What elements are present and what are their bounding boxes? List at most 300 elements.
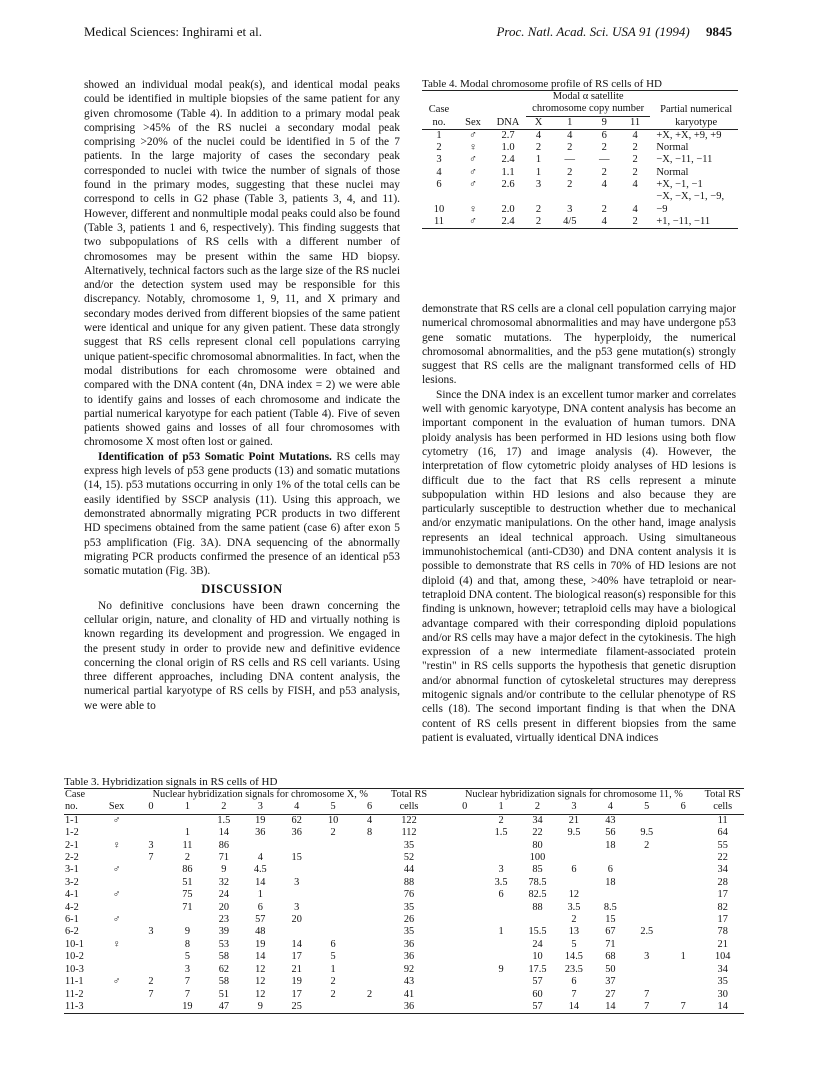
cell-11-signal: 34	[532, 814, 543, 826]
table-row	[64, 926, 744, 938]
cell-case: 11-3	[65, 1000, 84, 1012]
cell-sex	[100, 852, 132, 864]
cell-11-signal: 22	[532, 827, 543, 839]
cell-chr1: 4/5	[563, 215, 577, 227]
cell-case: 6	[436, 179, 442, 191]
cell-11-signal: 3	[498, 864, 504, 876]
cell-case: 3-1	[65, 864, 79, 876]
cell-case: 10-1	[65, 938, 84, 950]
cell-total-x: 41	[403, 988, 415, 1000]
cell-x-signal: 24	[218, 889, 229, 901]
cell-chr11: 2	[632, 142, 638, 154]
th-signal-count: 1	[184, 801, 190, 813]
cell-case: 10-3	[65, 963, 84, 975]
cell-sex: ♂	[112, 814, 121, 826]
cell-11-signal	[446, 964, 482, 976]
cell-case: 4-2	[65, 901, 79, 913]
cell-x: 2	[535, 215, 542, 227]
cell-11-signal: 57	[532, 1000, 543, 1012]
cell-case: 6-1	[65, 914, 79, 926]
cell-karyotype: +X, −1, −1	[656, 179, 703, 191]
cell-x-signal	[133, 877, 169, 889]
cell-chr11: 4	[632, 203, 638, 215]
cell-chr9: 4	[601, 215, 607, 227]
cell-total-x: 35	[403, 926, 415, 938]
paragraph: demonstrate that RS cells are a clonal cell population carrying major numerical chromosomal abnormalities and may have undergone p53 gene somatic mutations. The hyperploidy, the numerical chromosomal abnormalities, and the p53 gene mutation(s) strongly suggest that RS cells are the malignant transformed cells of HD lesions.	[422, 303, 736, 387]
table-row	[422, 154, 738, 166]
cell-x-signal: 2	[330, 827, 336, 839]
cell-x-signal: 36	[291, 827, 302, 839]
cell-11-signal	[483, 989, 519, 1001]
cell-x-signal	[278, 889, 314, 901]
cell-11-signal: 7	[644, 1000, 650, 1012]
cell-11-signal	[556, 840, 592, 852]
cell-case: 11-2	[65, 988, 84, 1000]
cell-dna: 2.6	[501, 179, 515, 191]
cell-x-signal: 17	[291, 951, 302, 963]
th-total-x: Total RS cells	[390, 789, 428, 813]
cell-11-signal	[446, 902, 482, 914]
cell-x-signal	[242, 840, 278, 852]
th-signal-count: 3	[257, 801, 263, 813]
th-sex: Sex	[108, 801, 125, 813]
cell-x-signal	[351, 939, 387, 951]
table-3-caption: Table 3. Hybridization signals in RS cells of HD	[64, 776, 278, 788]
table-row	[64, 877, 744, 889]
cell-11-signal	[665, 814, 701, 827]
cell-x-signal	[351, 889, 387, 901]
cell-11-signal: 14	[568, 1000, 580, 1012]
th-group-modal: Modal α satellite chromosome copy number	[526, 91, 650, 117]
cell-x-signal: 12	[255, 963, 266, 975]
cell-x-signal	[133, 827, 169, 839]
cell-x-signal: 48	[255, 926, 266, 938]
cell-x-signal: 9	[184, 926, 190, 938]
cell-case: 3-2	[65, 876, 79, 888]
cell-11-signal	[592, 889, 628, 901]
table-row	[422, 129, 738, 142]
cell-x-signal: 51	[182, 876, 193, 888]
table-row	[422, 216, 738, 229]
cell-11-signal: 3.5	[494, 876, 508, 888]
cell-11-signal	[446, 939, 482, 951]
cell-total-x: 88	[403, 876, 415, 888]
cell-x: 4	[535, 129, 542, 141]
cell-11-signal	[446, 814, 482, 827]
cell-case: 11	[433, 215, 445, 227]
cell-chr9: 2	[601, 203, 607, 215]
cell-x-signal: 19	[182, 1000, 193, 1012]
cell-chr9: 4	[601, 179, 607, 191]
cell-11-signal	[665, 964, 701, 976]
th-signal-count: 5	[330, 801, 336, 813]
cell-dna: 1.0	[501, 142, 515, 154]
cell-11-signal: 68	[605, 951, 616, 963]
cell-sex: ♀	[112, 839, 121, 851]
cell-11-signal: 9	[498, 963, 504, 975]
cell-x-signal	[315, 914, 351, 926]
table-row	[64, 976, 744, 988]
cell-x-signal: 2	[366, 988, 373, 1000]
cell-11-signal	[446, 989, 482, 1001]
cell-total-x: 92	[403, 963, 415, 975]
cell-x-signal: 62	[291, 814, 302, 826]
right-column	[422, 302, 736, 745]
cell-11-signal: 7	[571, 988, 577, 1000]
cell-x: 3	[535, 179, 542, 191]
cell-x-signal: 25	[291, 1000, 302, 1012]
cell-x-signal	[278, 864, 314, 876]
year: (1994)	[655, 24, 690, 39]
cell-x-signal: 2	[184, 852, 190, 864]
cell-x-signal	[133, 964, 169, 976]
cell-x-signal: 8	[366, 827, 373, 839]
cell-dna: 2.0	[501, 203, 515, 215]
cell-total-11: 14	[717, 1000, 728, 1012]
th-group-chrX: Nuclear hybridization signals for chromosome X, %	[152, 789, 368, 801]
th-x: X	[534, 116, 543, 128]
cell-11-signal: 2	[644, 839, 650, 851]
th-9: 9	[601, 116, 607, 128]
cell-case: 10	[433, 203, 445, 215]
cell-x-signal: 19	[291, 976, 302, 988]
table-row	[422, 179, 738, 191]
cell-total-x: 44	[403, 864, 415, 876]
cell-total-11: 78	[717, 926, 728, 938]
cell-11-signal	[665, 889, 701, 901]
cell-chr11: 2	[632, 154, 638, 166]
cell-11-signal: 60	[532, 988, 543, 1000]
cell-11-signal	[446, 1001, 482, 1014]
cell-x-signal: 71	[218, 852, 229, 864]
paragraph-text: RS cells may express high levels of p53 gene products (13) and somatic mutations (14, 15). p53 mutations occurring in only 1% of the total cells can be easily identified by SSCP analysis (11). Using this approach, we demonstrated abnormally migrating PCR products in two different HD specimens obtained from the same patient (case 6) after exon 5 p53 amplification (Fig. 3A). DNA sequencing of the abnormally migrating PCR products confirmed the presence of an identical p53 somatic mutation (Fig. 3B).	[84, 450, 400, 578]
cell-11-signal: 18	[605, 876, 616, 888]
cell-11-signal	[446, 840, 482, 852]
cell-sex	[100, 951, 132, 963]
cell-x-signal	[315, 889, 351, 901]
cell-11-signal	[665, 864, 701, 876]
cell-x-signal: 7	[148, 988, 154, 1000]
paragraph: showed an individual modal peak(s), and identical modal peaks could be identified in multiple biopsies of the same patient for any given chromosome (Table 4). In addition to a primary modal peak comprising >45% of the RS nuclei a secondary modal peak comprising >20% of the nuclei could be identified in 5 of the 7 patients. In the large majority of cases the secondary peak corresponded to nuclei with twice the number of signals of those found in the primary modes, suggesting that these nuclei may correspond to cells in G2 phase (Table 3, patients 3, 4, and 11). However, different and nonmultiple modal peaks could also be found (Table 3, patients 1 and 6, respectively). This finding suggests that two subpopulations of RS cells with a different number of chromosomes may be present within the same HD biopsy. Alternatively, technical factors such as the large size of the RS nuclei and/or the detection system used may be responsible for this discrepancy. Notably, chromosome 1, 9, 11, and X primary and secondary modes derived from different biopsies of the same patient were identical and unique for any given patient. These data strongly suggest that RS cells represent clonal cell populations carrying unique patient-specific chromosomal abnormalities. In fact, when the modal distributions for each chromosome were obtained and compared with the DNA content (4n, DNA index = 2) we were able to identify gains and losses of each chromosome and indicate the partial numerical karyotype for each patient (Table 4). Five of seven patients showed gains and losses of all four chromosomes with chromosome X most often lost or gained.	[84, 79, 400, 449]
cell-total-11: 35	[717, 976, 728, 988]
cell-total-x: 52	[403, 852, 415, 864]
cell-chr1: —	[564, 154, 576, 166]
cell-chr1: 3	[567, 203, 573, 215]
table-4	[422, 78, 738, 229]
cell-chr1: 4	[567, 129, 573, 141]
cell-11-signal: 7	[644, 988, 650, 1000]
cell-x-signal: 1	[257, 889, 263, 901]
cell-x-signal: 1.5	[217, 814, 231, 826]
cell-chr11: 4	[632, 129, 638, 141]
cell-x-signal: 14	[255, 951, 266, 963]
cell-total-11: 34	[717, 963, 728, 975]
cell-x-signal: 2	[330, 988, 336, 1000]
cell-11-signal	[483, 976, 519, 988]
th-case: Case no.	[65, 789, 86, 813]
cell-total-x: 43	[403, 976, 415, 988]
cell-chr1: 2	[567, 179, 573, 191]
table-row	[422, 167, 738, 179]
cell-karyotype: Normal	[656, 166, 689, 178]
table-3	[64, 776, 744, 1014]
cell-chr9: 6	[601, 129, 607, 141]
paragraph: No definitive conclusions have been drawn concerning the cellular origin, nature, and clonality of HD and virtually nothing is known regarding its development and progression. We engaged in the present study in order to provide new and definitive evidence concerning the clonal origin of RS cells and RS cell variants. Using three different approaches, including DNA content analysis, the numerical partial karyotype of RS cells by FISH, and p53 analysis, we were able to	[84, 599, 400, 712]
cell-x-signal: 17	[291, 988, 302, 1000]
cell-total-x: 122	[401, 814, 417, 826]
cell-x-signal: 3	[148, 839, 154, 851]
cell-11-signal: 7	[680, 1000, 686, 1012]
th-signal-count: 4	[294, 801, 300, 813]
th-signal-count: 1	[498, 801, 504, 813]
cell-x-signal: 71	[182, 901, 193, 913]
cell-sex	[100, 926, 132, 938]
cell-11-signal: 1	[498, 926, 504, 938]
cell-x-signal: 1	[184, 827, 190, 839]
cell-x-signal: 3	[294, 876, 300, 888]
cell-x-signal: 3	[294, 901, 300, 913]
cell-x-signal: 51	[218, 988, 229, 1000]
cell-total-x: 36	[403, 1000, 415, 1012]
cell-11-signal: 78.5	[528, 876, 547, 888]
cell-x-signal: 9	[221, 864, 227, 876]
cell-11-signal	[446, 914, 482, 926]
cell-sex: ♂	[112, 914, 121, 926]
cell-x-signal: 15	[291, 852, 302, 864]
cell-x-signal: 14	[218, 827, 229, 839]
cell-chr11: 2	[632, 215, 638, 227]
cell-x-signal	[133, 889, 169, 901]
cell-11-signal: 10	[532, 951, 543, 963]
cell-11-signal: 6	[498, 889, 504, 901]
cell-11-signal: 18	[605, 839, 616, 851]
cell-sex: ♂	[112, 889, 121, 901]
cell-x-signal	[351, 902, 387, 914]
cell-x-signal: 11	[182, 839, 193, 851]
cell-x-signal	[133, 814, 169, 827]
cell-x-signal: 8	[184, 938, 190, 950]
cell-x-signal	[351, 864, 387, 876]
cell-x-signal: 57	[255, 914, 266, 926]
cell-x-signal	[315, 902, 351, 914]
cell-x-signal: 19	[255, 814, 266, 826]
table-4-grid	[422, 90, 738, 229]
table-3-grid	[64, 788, 744, 1014]
cell-x-signal	[351, 852, 387, 864]
th-karyotype: Partial numerical karyotype	[660, 104, 733, 128]
cell-11-signal	[483, 852, 519, 864]
cell-x-signal: 12	[255, 988, 266, 1000]
cell-x-signal: 23	[218, 914, 229, 926]
cell-sex: ♂	[112, 976, 121, 988]
table-row	[64, 840, 744, 852]
table-row	[64, 914, 744, 926]
cell-chr9: 2	[601, 142, 607, 154]
cell-total-x: 26	[403, 914, 415, 926]
cell-11-signal: 9.5	[567, 827, 581, 839]
cell-chr1: 2	[567, 142, 573, 154]
cell-11-signal: 71	[605, 938, 616, 950]
cell-11-signal	[665, 939, 701, 951]
cell-11-signal: 14	[605, 1000, 616, 1012]
cell-11-signal	[483, 902, 519, 914]
cell-total-11: 21	[717, 938, 728, 950]
header-section-author: Medical Sciences: Inghirami et al.	[84, 24, 262, 39]
cell-x-signal	[133, 951, 169, 963]
cell-x-signal: 5	[184, 951, 190, 963]
cell-11-signal	[629, 877, 665, 889]
th-signal-count: 5	[644, 801, 650, 813]
cell-x-signal: 39	[218, 926, 229, 938]
cell-x-signal: 58	[218, 951, 229, 963]
cell-x-signal: 36	[255, 827, 266, 839]
cell-case: 11-1	[65, 976, 84, 988]
cell-x-signal: 19	[255, 938, 266, 950]
table-row	[64, 889, 744, 901]
cell-x-signal	[133, 864, 169, 876]
cell-sex	[100, 1001, 132, 1014]
cell-x-signal	[351, 964, 387, 976]
cell-total-11: 82	[717, 901, 728, 913]
cell-11-signal	[483, 1001, 519, 1014]
cell-11-signal	[483, 939, 519, 951]
cell-11-signal: 27	[605, 988, 616, 1000]
cell-dna: 1.1	[501, 166, 515, 178]
cell-case: 3	[436, 154, 442, 166]
cell-total-11: 55	[717, 839, 728, 851]
cell-11-signal	[665, 840, 701, 852]
cell-x-signal	[351, 1001, 387, 1014]
cell-11-signal	[665, 852, 701, 864]
cell-dna: 2.4	[501, 154, 515, 166]
cell-11-signal: 100	[529, 852, 546, 864]
th-signal-count: 3	[571, 801, 577, 813]
cell-11-signal	[629, 814, 665, 827]
cell-sex: ♂	[112, 864, 121, 876]
cell-x-signal: 14	[291, 938, 302, 950]
cell-11-signal	[629, 976, 665, 988]
cell-x: 1	[535, 154, 542, 166]
table-row	[64, 814, 744, 827]
cell-11-signal	[665, 902, 701, 914]
cell-11-signal	[665, 914, 701, 926]
cell-11-signal: 3	[644, 951, 650, 963]
cell-karyotype: Normal	[656, 142, 689, 154]
cell-11-signal: 2	[498, 814, 504, 826]
cell-total-11: 104	[714, 951, 731, 963]
cell-11-signal: 2.5	[640, 926, 654, 938]
cell-11-signal: 21	[568, 814, 580, 826]
cell-x-signal	[315, 852, 351, 864]
paragraph: Since the DNA index is an excellent tumor marker and correlates well with genomic karyotype, DNA content analysis has become an important component in the evaluation of human tumors. DNA ploidy analysis has been performed in HD lesions using both flow cytometry (16, 17) and image analysis (4). However, the interpretation of flow cytometric ploidy analyses of HD lesions is difficult due to the fact that RS cells represent a minute subpopulation within HD lesions and also because they are particularly susceptible to destruction whether due to mechanical and/or enzymatic manipulations. On the other hand, image analysis represents an ideal technical approach. Using simultaneous immunohistochemical (anti-CD30) and DNA content analysis it is possible to demonstrate that RS cells in 70% of HD lesions are not diploid (4) and that, among these, >40% have tetraploid or near-tetraploid DNA content. The biological reason(s) responsible for this finding is unknown, however; tetraploid cells may have a biological advantage compared with their corresponding diploid populations and/or RS cells may have a major defect in the cytokinesis. The high expression of a new intermediate filament-associated protein "restin" in RS cells supports the hypothesis that genetic disruption and/or abnormal function of cytoskeletal structures may derepress mitogenic signals and/or contribute to the cellular phenotype of RS cells (18). The second important finding is that when the DNA content of RS cells present in different biopsies from the same patient is evaluated, virtually identical DNA indices	[422, 388, 736, 744]
cell-11-signal	[592, 852, 628, 864]
volume: 91	[638, 24, 652, 39]
cell-x-signal: 10	[327, 814, 339, 826]
cell-x-signal	[315, 840, 351, 852]
cell-chr9: —	[598, 154, 610, 166]
cell-total-x: 112	[401, 827, 417, 839]
cell-x-signal	[351, 877, 387, 889]
cell-case: 6-2	[65, 926, 79, 938]
cell-x-signal	[351, 840, 387, 852]
cell-x-signal: 4.5	[253, 864, 267, 876]
table-row	[422, 142, 738, 154]
cell-x-signal: 47	[218, 1000, 229, 1012]
table-row	[64, 964, 744, 976]
cell-11-signal: 56	[605, 827, 616, 839]
cell-total-x: 36	[403, 951, 415, 963]
cell-x-signal: 14	[255, 876, 266, 888]
cell-case: 4-1	[65, 889, 79, 901]
cell-11-signal: 14.5	[564, 951, 583, 963]
cell-x-signal: 6	[330, 938, 336, 950]
cell-11-signal	[446, 852, 482, 864]
cell-total-11: 28	[717, 876, 728, 888]
cell-x: 1	[535, 166, 542, 178]
th-11: 11	[630, 116, 641, 128]
cell-11-signal: 12	[568, 889, 580, 901]
table-row	[64, 902, 744, 914]
table-row	[422, 191, 738, 216]
cell-11-signal: 9.5	[640, 827, 654, 839]
cell-karyotype: −X, −X, −1, −9, −9	[656, 191, 725, 215]
table-row	[64, 827, 744, 839]
cell-x-signal: 7	[184, 976, 190, 988]
cell-11-signal	[629, 939, 665, 951]
cell-total-x: 36	[403, 938, 415, 950]
cell-total-x: 35	[403, 839, 415, 851]
cell-11-signal	[665, 976, 701, 988]
cell-x-signal	[133, 902, 169, 914]
cell-chr9: 2	[601, 166, 607, 178]
cell-11-signal	[556, 852, 592, 864]
discussion-heading: DISCUSSION	[201, 582, 283, 597]
cell-case: 2-2	[65, 852, 79, 864]
cell-x-signal: 20	[291, 914, 302, 926]
table-row	[64, 939, 744, 951]
cell-11-signal	[665, 827, 701, 839]
cell-total-11: 30	[717, 988, 728, 1000]
cell-sex: ♂	[469, 215, 477, 227]
header-journal-citation	[496, 24, 732, 40]
cell-case: 4	[436, 166, 442, 178]
cell-x-signal: 53	[218, 938, 229, 950]
th-signal-count: 0	[462, 801, 468, 813]
cell-sex: ♂	[469, 166, 477, 178]
cell-x-signal	[315, 926, 351, 938]
cell-x-signal	[351, 926, 387, 938]
table-row	[64, 1001, 744, 1014]
cell-total-x: 76	[403, 889, 415, 901]
cell-x-signal: 1	[330, 963, 336, 975]
cell-11-signal	[446, 951, 482, 963]
th-group-chr11: Nuclear hybridization signals for chromosome 11, %	[465, 789, 683, 801]
cell-x-signal: 12	[255, 976, 266, 988]
cell-x-signal: 2	[330, 976, 336, 988]
table-row	[64, 989, 744, 1001]
cell-11-signal	[665, 877, 701, 889]
cell-x-signal: 21	[291, 963, 302, 975]
cell-sex	[100, 827, 132, 839]
cell-case: 1	[436, 129, 442, 141]
th-signal-count: 2	[534, 801, 541, 813]
cell-11-signal	[629, 914, 665, 926]
cell-x-signal: 62	[218, 963, 229, 975]
cell-11-signal: 37	[605, 976, 616, 988]
cell-x-signal: 86	[182, 864, 193, 876]
th-dna: DNA	[496, 116, 520, 128]
cell-11-signal	[665, 989, 701, 1001]
